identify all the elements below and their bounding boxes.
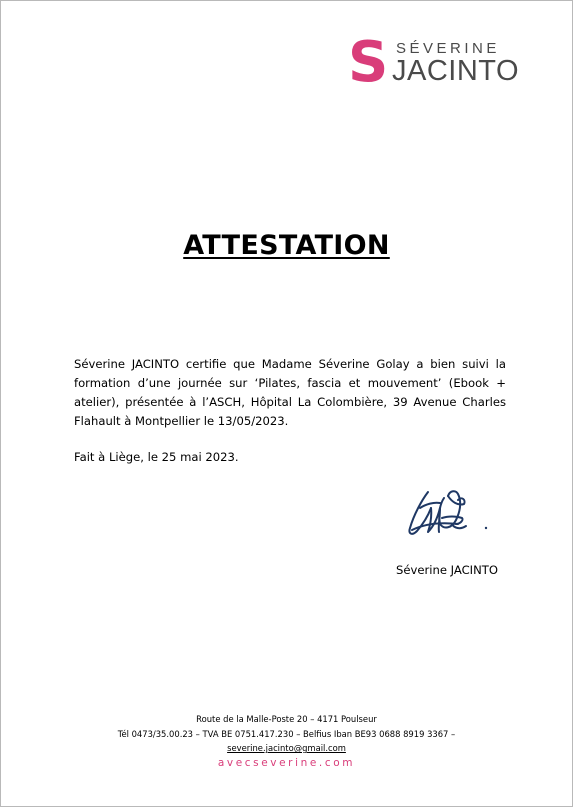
place-and-date: Fait à Liège, le 25 mai 2023. <box>74 450 239 464</box>
logo-last-name: JACINTO <box>392 55 520 87</box>
logo-first-name: SÉVERINE <box>396 40 500 57</box>
footer-email-link[interactable]: severine.jacinto@gmail.com <box>227 743 346 753</box>
document-title: ATTESTATION <box>183 230 390 261</box>
signer-name: Séverine JACINTO <box>396 563 498 577</box>
footer-contact: Tél 0473/35.00.23 – TVA BE 0751.417.230 – Belfius Iban BE93 0688 8919 3367 – <box>117 728 456 739</box>
page-footer <box>0 712 573 771</box>
brand-logo <box>348 30 538 95</box>
logo-mark: S <box>348 30 389 95</box>
footer-address: Route de la Malle-Poste 20 – 4171 Poulseur <box>196 714 377 724</box>
attestation-body: Séverine JACINTO certifie que Madame Séverine Golay a bien suivi la formation d’une journée sur ‘Pilates, fascia et mouvement’ (Ebook + atelier), présentée à l’ASCH, Hôpital La Colombière, 39 Avenue Charles Flahault à Montpellier le 13/05/2023. <box>74 357 506 428</box>
footer-website-link[interactable]: avecseverine.com <box>217 756 356 769</box>
handwritten-signature-icon <box>400 478 495 548</box>
